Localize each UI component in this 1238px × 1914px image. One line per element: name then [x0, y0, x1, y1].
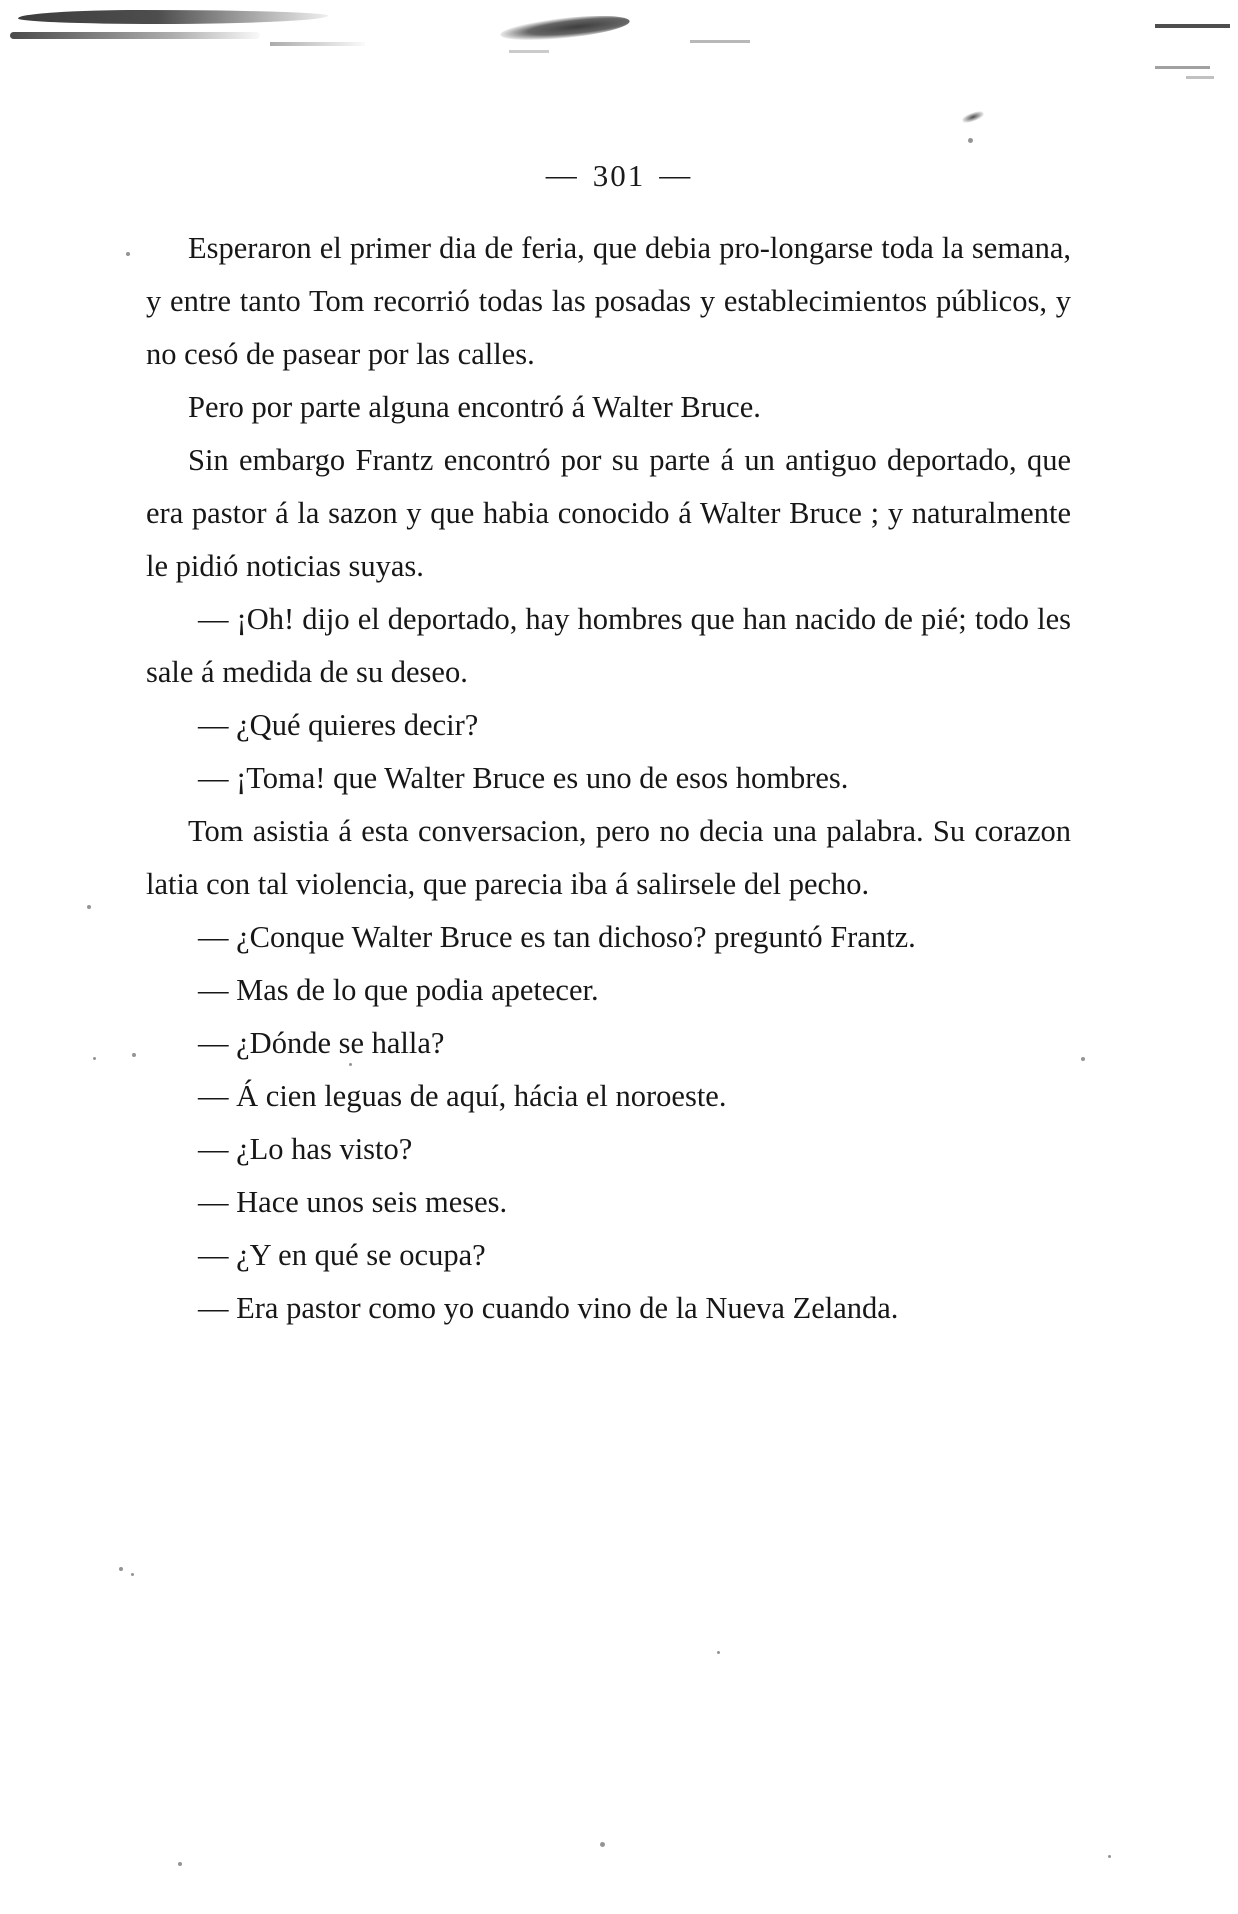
paragraph: Tom asistia á esta conversacion, pero no decia una palabra. Su corazon latia con tal violencia, que parecia iba á salirsele del pecho.: [146, 814, 1071, 901]
paragraph: Esperaron el primer dia de feria, que debia pro-longarse toda la semana, y entre tanto Tom recorrió todas las posadas y establecimientos públicos, y no cesó de pasear por las calles.: [146, 231, 1071, 371]
dialogue-line: — ¿Lo has visto?: [198, 1132, 413, 1166]
paragraph: Sin embargo Frantz encontró por su parte á un antiguo deportado, que era pastor á la sazon y que habia conocido á Walter Bruce ; y naturalmente le pidió noticias suyas.: [146, 443, 1071, 583]
dialogue-line: — ¡Toma! que Walter Bruce es uno de esos hombres.: [198, 761, 849, 795]
dialogue-line: — ¿Dónde se halla?: [198, 1026, 445, 1060]
page-number-header: [0, 158, 1238, 197]
dialogue-line: — ¿Conque Walter Bruce es tan dichoso? preguntó Frantz.: [198, 920, 916, 954]
dialogue-line: — ¿Qué quieres decir?: [198, 708, 479, 742]
page-body: [146, 222, 1071, 1335]
paragraph: Pero por parte alguna encontró á Walter Bruce.: [188, 390, 761, 424]
dialogue-line: — Mas de lo que podia apetecer.: [198, 973, 599, 1007]
dialogue-line: — Hace unos seis meses.: [198, 1185, 508, 1219]
page-number: 301: [592, 158, 646, 193]
dialogue-line: — Á cien leguas de aquí, hácia el noroeste.: [198, 1079, 727, 1113]
folio-rule-right: —: [659, 156, 693, 192]
folio-rule-left: —: [545, 156, 579, 192]
dialogue-line: — Era pastor como yo cuando vino de la Nueva Zelanda.: [198, 1291, 899, 1325]
dialogue-line: — ¿Y en qué se ocupa?: [198, 1238, 486, 1272]
dialogue-line: — ¡Oh! dijo el deportado, hay hombres que han nacido de pié; todo les sale á medida de su deseo.: [146, 602, 1071, 689]
